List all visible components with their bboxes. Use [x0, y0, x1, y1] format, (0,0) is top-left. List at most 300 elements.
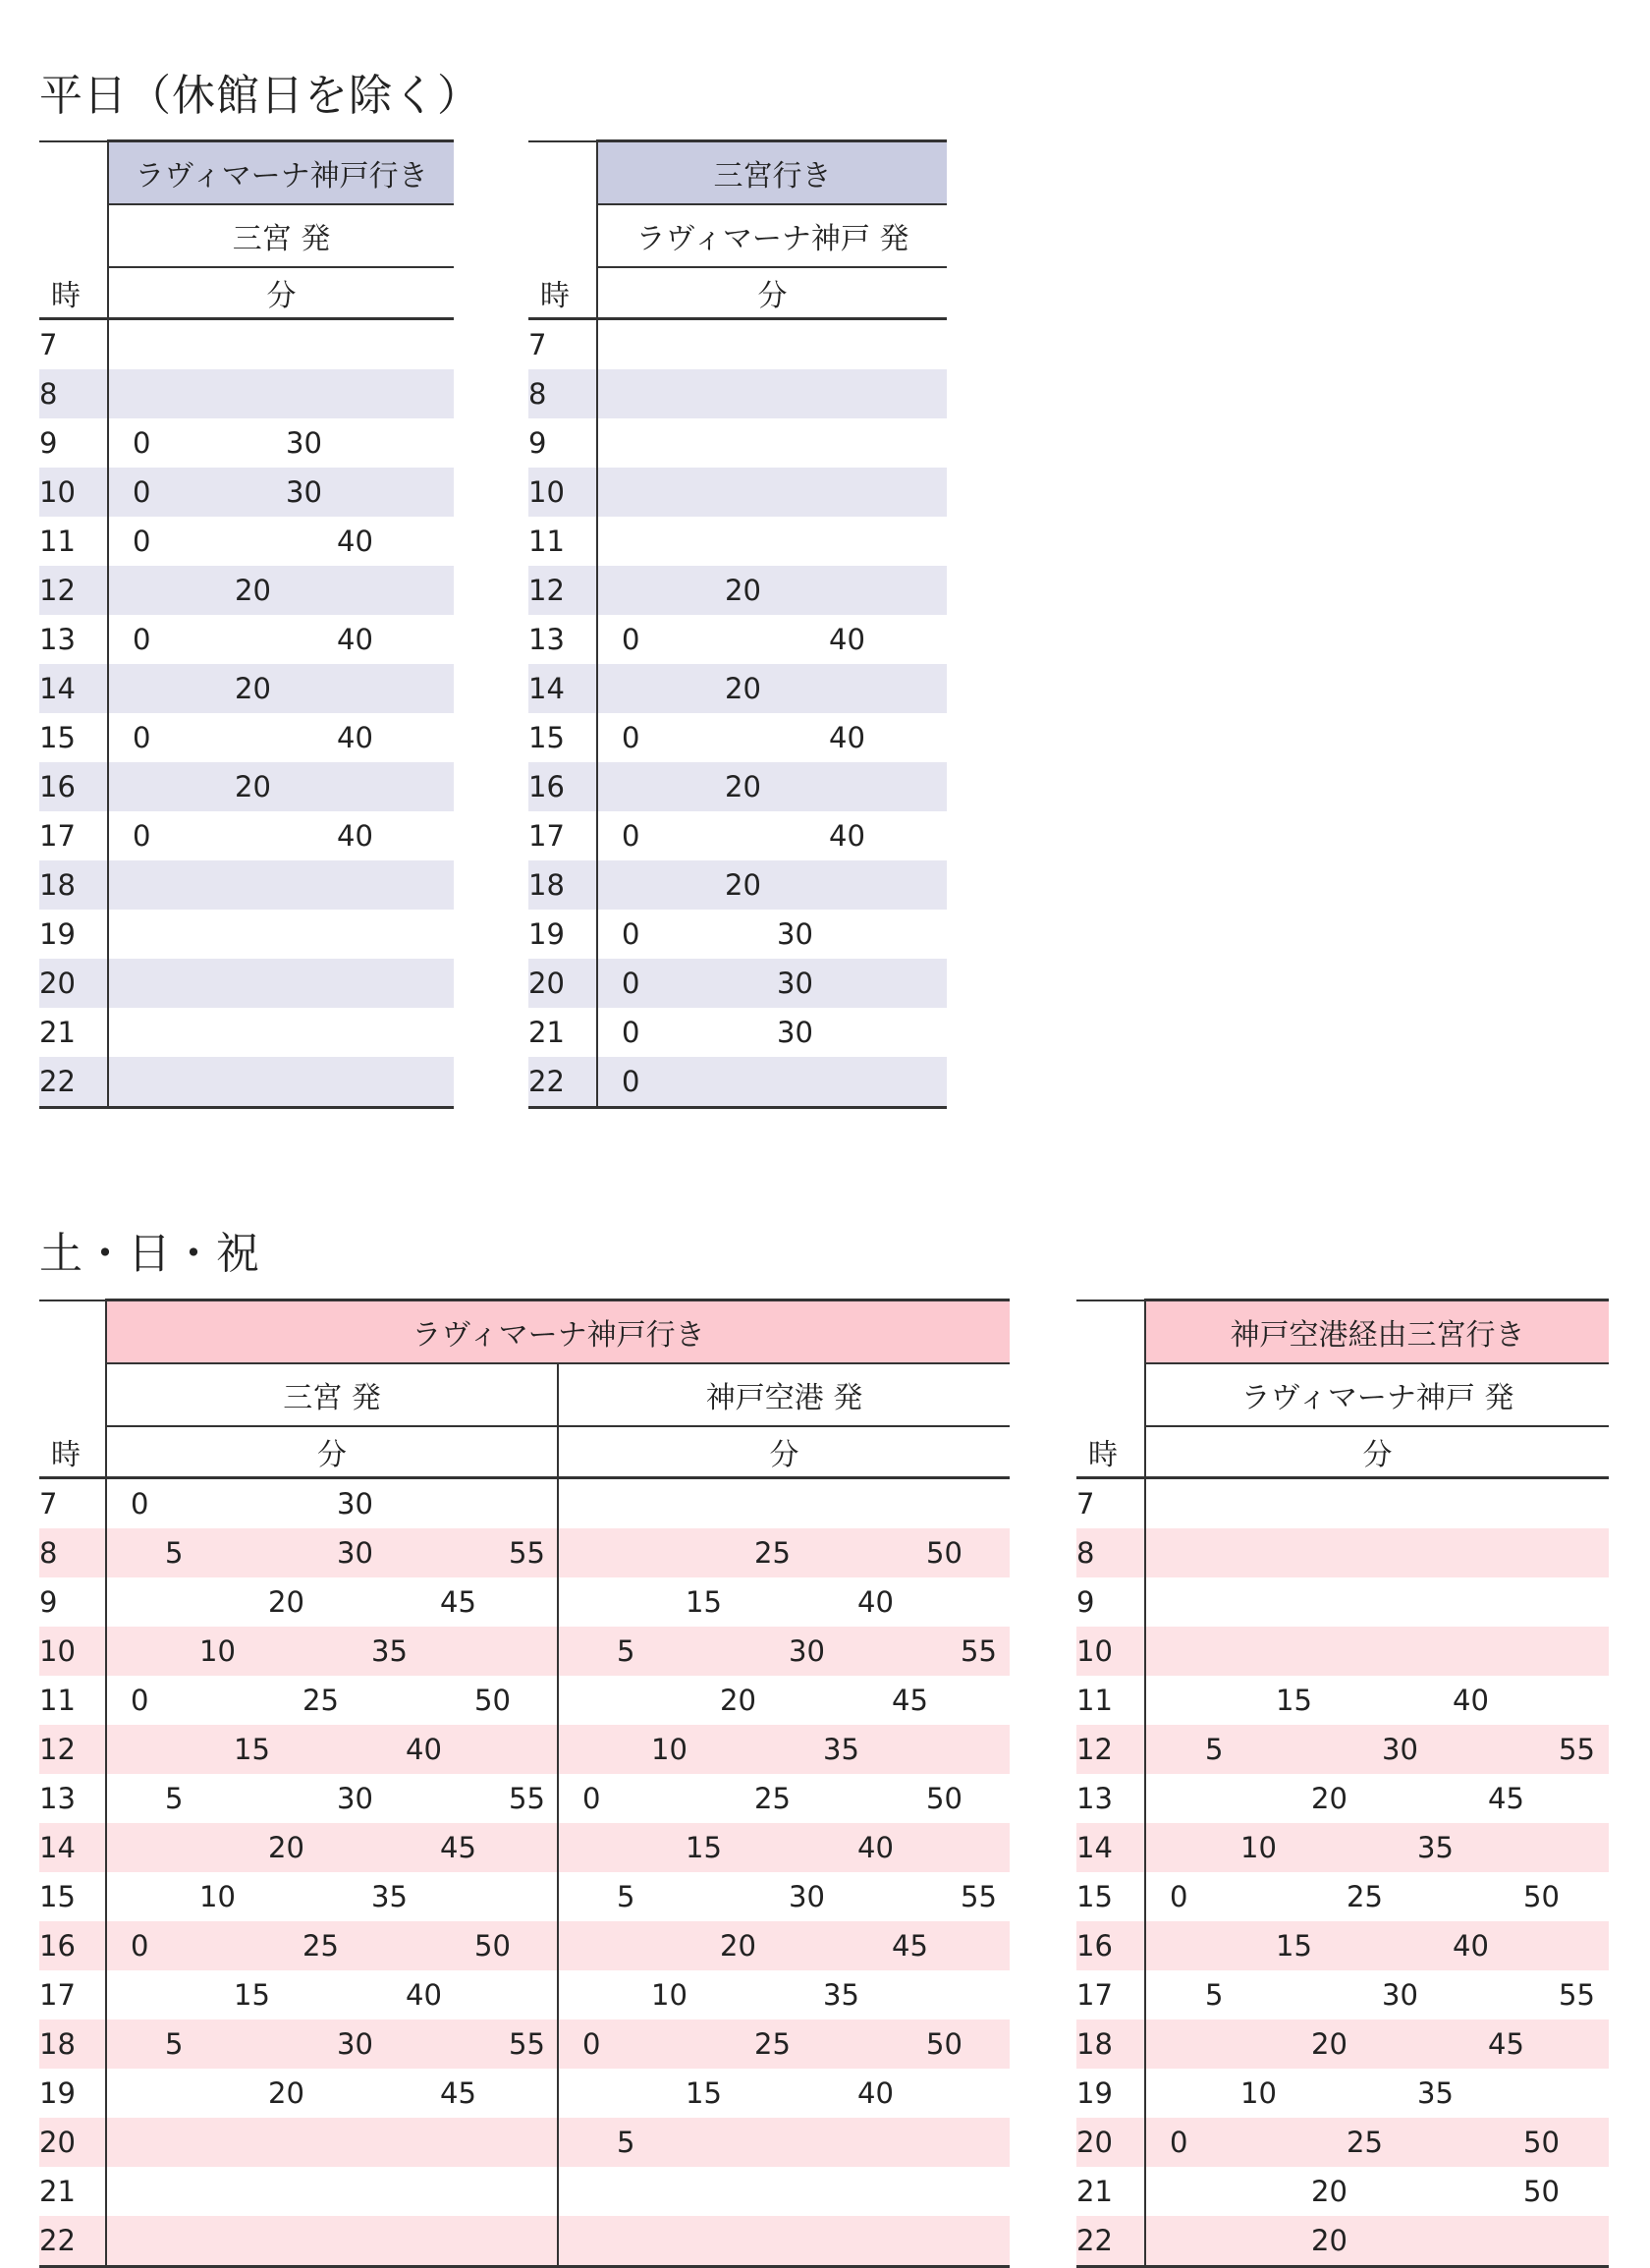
minutes-cell: [108, 566, 454, 615]
departure-minute: 50: [926, 1536, 962, 1570]
minutes-cell: [597, 319, 947, 370]
hour-cell: 17: [39, 819, 76, 853]
hour-cell: 15: [39, 1880, 76, 1913]
hour-cell: 10: [39, 1627, 106, 1676]
timetable-row: [39, 319, 454, 370]
hour-cell: 8: [39, 1528, 106, 1577]
minute-label: 分: [558, 1426, 1010, 1478]
departure-minute: 0: [582, 1782, 601, 1815]
minutes-cell: [1145, 1725, 1609, 1774]
hour-cell: 21: [528, 1016, 565, 1049]
minutes-cell: [1145, 1774, 1609, 1823]
departure-minute: 0: [622, 1065, 640, 1098]
timetable-row: [39, 1528, 1010, 1577]
timetable-row: [528, 959, 947, 1008]
departure-minute: 0: [133, 525, 151, 558]
departure-minute: 30: [789, 1634, 825, 1668]
minute-label: 分: [106, 1426, 558, 1478]
minutes-cell: [558, 1577, 1010, 1627]
minutes-cell: [558, 1627, 1010, 1676]
minutes-cell: [106, 1478, 558, 1529]
departure-minute: 35: [371, 1880, 408, 1913]
departure-minute: 25: [754, 1536, 791, 1570]
timetable-row: [39, 2019, 1010, 2069]
departure-minute: 10: [651, 1978, 688, 2012]
minutes-cell: [106, 2167, 558, 2216]
departure-minute: 0: [133, 426, 151, 460]
timetable-row: [1076, 1823, 1609, 1872]
departure-minute: 20: [268, 1585, 304, 1619]
hour-cell: 17: [528, 819, 565, 853]
timetable-row: [528, 369, 947, 418]
departure-minute: 0: [622, 819, 640, 853]
minutes-cell: [597, 517, 947, 566]
minutes-cell: [106, 1823, 558, 1872]
departure-minute: 25: [754, 2027, 791, 2061]
minutes-cell: [108, 1008, 454, 1057]
timetable-row: [39, 1676, 1010, 1725]
minutes-cell: [1145, 1970, 1609, 2019]
departure-minute: 45: [440, 2076, 476, 2110]
timetable-row: [39, 468, 454, 517]
minutes-cell: [108, 664, 454, 713]
departure-minute: 20: [720, 1684, 756, 1717]
header-spacer: [39, 204, 108, 267]
departure-minute: 40: [406, 1733, 442, 1766]
departure-minute: 40: [829, 721, 865, 754]
departure-minute: 25: [302, 1684, 339, 1717]
hour-cell: 8: [39, 369, 108, 418]
timetable-row: [1076, 1774, 1609, 1823]
departure-minute: 20: [1311, 2027, 1348, 2061]
hour-cell: 14: [1076, 1823, 1145, 1872]
minutes-cell: [558, 1970, 1010, 2019]
minutes-cell: [106, 1528, 558, 1577]
header-spacer: [528, 204, 597, 267]
hour-cell: 12: [39, 566, 108, 615]
hour-cell: 16: [528, 762, 597, 811]
origin-header: 三宮 発: [106, 1363, 558, 1426]
departure-minute: 50: [1523, 1880, 1560, 1913]
departure-minute: 50: [926, 1782, 962, 1815]
hour-cell: 18: [39, 860, 108, 910]
timetable-row: [39, 418, 454, 468]
hour-cell: 14: [528, 664, 597, 713]
timetable-row: [39, 2167, 1010, 2216]
hour-cell: 22: [1076, 2216, 1145, 2267]
departure-minute: 55: [1559, 1733, 1595, 1766]
minutes-cell: [106, 2069, 558, 2118]
departure-minute: 0: [133, 475, 151, 509]
departure-minute: 30: [286, 475, 322, 509]
departure-minute: 30: [777, 917, 813, 951]
timetable-row: [528, 1008, 947, 1057]
minutes-cell: [597, 566, 947, 615]
minutes-cell: [597, 762, 947, 811]
departure-minute: 15: [686, 2076, 722, 2110]
hour-cell: 16: [39, 762, 108, 811]
departure-minute: 30: [337, 1536, 373, 1570]
hour-cell: 21: [39, 1016, 76, 1049]
departure-minute: 5: [165, 1782, 184, 1815]
timetable-row: [39, 1008, 454, 1057]
hour-cell: 16: [39, 1921, 106, 1970]
departure-minute: 20: [268, 1831, 304, 1864]
departure-minute: 55: [1559, 1978, 1595, 2012]
departure-minute: 30: [777, 967, 813, 1000]
hour-cell: 15: [528, 721, 565, 754]
timetable-row: [528, 811, 947, 860]
minutes-cell: [597, 713, 947, 762]
minutes-cell: [597, 615, 947, 664]
hour-cell: 10: [1076, 1627, 1145, 1676]
departure-minute: 45: [892, 1929, 928, 1963]
hour-cell: 10: [528, 468, 597, 517]
departure-minute: 45: [440, 1831, 476, 1864]
departure-minute: 15: [686, 1831, 722, 1864]
minutes-cell: [597, 910, 947, 959]
hour-cell: 15: [39, 721, 76, 754]
timetable-row: [1076, 2069, 1609, 2118]
minute-label: 分: [1145, 1426, 1609, 1478]
minutes-cell: [106, 1725, 558, 1774]
minutes-cell: [597, 664, 947, 713]
minutes-cell: [108, 418, 454, 468]
departure-minute: 30: [1382, 1978, 1418, 2012]
timetable-row: [528, 713, 947, 762]
origin-header: 神戸空港 発: [558, 1363, 1010, 1426]
hour-cell: 7: [39, 328, 58, 361]
departure-minute: 5: [165, 1536, 184, 1570]
minutes-cell: [1145, 1478, 1609, 1529]
departure-minute: 40: [337, 623, 373, 656]
hour-cell: 20: [39, 2118, 106, 2167]
minutes-cell: [558, 2118, 1010, 2167]
departure-minute: 5: [1205, 1733, 1224, 1766]
departure-minute: 40: [829, 623, 865, 656]
hour-cell: 22: [39, 2216, 106, 2267]
hour-cell: 22: [528, 1057, 597, 1108]
hour-label: 時: [39, 267, 108, 319]
origin-header: 三宮 発: [108, 204, 454, 267]
hour-label: 時: [528, 267, 597, 319]
timetable-row: [39, 762, 454, 811]
minutes-cell: [1145, 1823, 1609, 1872]
minutes-cell: [597, 1057, 947, 1108]
weekday-timetable-1: [39, 139, 454, 1109]
departure-minute: 15: [234, 1978, 270, 2012]
minutes-cell: [558, 1823, 1010, 1872]
minutes-cell: [106, 1676, 558, 1725]
destination-header: 三宮行き: [597, 141, 947, 205]
hour-cell: 13: [39, 1782, 76, 1815]
departure-minute: 50: [1523, 2175, 1560, 2208]
departure-minute: 40: [1453, 1684, 1489, 1717]
hour-cell: 20: [528, 959, 597, 1008]
departure-minute: 35: [1417, 1831, 1454, 1864]
departure-minute: 45: [1488, 2027, 1524, 2061]
minutes-cell: [1145, 2167, 1609, 2216]
departure-minute: 30: [286, 426, 322, 460]
departure-minute: 40: [857, 1585, 894, 1619]
timetable-row: [39, 517, 454, 566]
timetable-row: [39, 2216, 1010, 2267]
hour-label: 時: [39, 1426, 106, 1478]
minutes-cell: [108, 762, 454, 811]
departure-minute: 10: [1240, 1831, 1277, 1864]
minutes-cell: [1145, 1528, 1609, 1577]
minutes-cell: [106, 1921, 558, 1970]
hour-cell: 16: [1076, 1921, 1145, 1970]
departure-minute: 35: [823, 1733, 859, 1766]
departure-minute: 50: [474, 1684, 511, 1717]
departure-minute: 30: [337, 1782, 373, 1815]
minutes-cell: [106, 1627, 558, 1676]
hour-cell: 12: [528, 566, 597, 615]
departure-minute: 20: [725, 868, 761, 902]
minute-label: 分: [597, 267, 947, 319]
minutes-cell: [558, 1478, 1010, 1529]
departure-minute: 40: [857, 2076, 894, 2110]
timetable-row: [1076, 2216, 1609, 2267]
hour-cell: 7: [528, 328, 547, 361]
timetable-row: [1076, 1528, 1609, 1577]
departure-minute: 50: [474, 1929, 511, 1963]
timetable-row: [1076, 1627, 1609, 1676]
departure-minute: 10: [651, 1733, 688, 1766]
timetable-row: [1076, 1725, 1609, 1774]
departure-minute: 20: [725, 574, 761, 607]
departure-minute: 0: [622, 917, 640, 951]
minutes-cell: [108, 860, 454, 910]
hour-cell: 15: [1076, 1880, 1113, 1913]
hour-cell: 9: [39, 426, 58, 460]
hour-cell: 14: [39, 664, 108, 713]
header-corner: [528, 141, 597, 205]
timetable-row: [528, 664, 947, 713]
minutes-cell: [1145, 1872, 1609, 1921]
minutes-cell: [108, 910, 454, 959]
hour-cell: 18: [528, 860, 597, 910]
timetable-row: [528, 566, 947, 615]
departure-minute: 20: [725, 770, 761, 803]
departure-minute: 30: [777, 1016, 813, 1049]
hour-cell: 13: [1076, 1782, 1113, 1815]
departure-minute: 55: [509, 1782, 545, 1815]
header-corner: [1076, 1300, 1145, 1364]
departure-minute: 30: [337, 1487, 373, 1521]
minutes-cell: [1145, 1577, 1609, 1627]
departure-minute: 35: [371, 1634, 408, 1668]
timetable-row: [528, 615, 947, 664]
timetable-row: [39, 1725, 1010, 1774]
hour-cell: 19: [1076, 2076, 1113, 2110]
minute-label: 分: [108, 267, 454, 319]
origin-header: ラヴィマーナ神戸 発: [1145, 1363, 1609, 1426]
timetable-row: [528, 418, 947, 468]
hour-cell: 9: [1076, 1585, 1095, 1619]
timetable-row: [528, 517, 947, 566]
departure-minute: 30: [1382, 1733, 1418, 1766]
minutes-cell: [597, 811, 947, 860]
hour-cell: 12: [1076, 1725, 1145, 1774]
destination-header: 神戸空港経由三宮行き: [1145, 1300, 1609, 1364]
departure-minute: 5: [617, 1634, 635, 1668]
departure-minute: 5: [617, 2126, 635, 2159]
departure-minute: 40: [1453, 1929, 1489, 1963]
header-spacer: [1076, 1363, 1145, 1426]
departure-minute: 45: [440, 1585, 476, 1619]
departure-minute: 20: [1311, 2224, 1348, 2257]
minutes-cell: [106, 1774, 558, 1823]
departure-minute: 40: [337, 721, 373, 754]
timetable-row: [39, 860, 454, 910]
hour-cell: 9: [39, 1585, 58, 1619]
timetable-row: [1076, 2118, 1609, 2167]
timetable-row: [39, 910, 454, 959]
departure-minute: 20: [268, 2076, 304, 2110]
departure-minute: 25: [754, 1782, 791, 1815]
departure-minute: 10: [199, 1880, 236, 1913]
hour-cell: 21: [1076, 2175, 1113, 2208]
timetable-row: [39, 1627, 1010, 1676]
timetable-row: [39, 1774, 1010, 1823]
minutes-cell: [558, 1774, 1010, 1823]
hour-cell: 18: [1076, 2019, 1145, 2069]
timetable-row: [528, 468, 947, 517]
minutes-cell: [1145, 2069, 1609, 2118]
departure-minute: 55: [509, 1536, 545, 1570]
departure-minute: 0: [622, 1016, 640, 1049]
header-spacer: [39, 1363, 106, 1426]
hour-cell: 11: [39, 525, 76, 558]
timetable-row: [528, 860, 947, 910]
minutes-cell: [558, 1921, 1010, 1970]
minutes-cell: [558, 2167, 1010, 2216]
minutes-cell: [108, 517, 454, 566]
origin-header: ラヴィマーナ神戸 発: [597, 204, 947, 267]
weekend-timetable-2: [1076, 1299, 1609, 2268]
departure-minute: 0: [1170, 2126, 1188, 2159]
minutes-cell: [1145, 1627, 1609, 1676]
departure-minute: 55: [961, 1634, 997, 1668]
timetable-row: [39, 1970, 1010, 2019]
timetable-row: [39, 566, 454, 615]
timetable-row: [1076, 1478, 1609, 1529]
timetable-row: [39, 811, 454, 860]
minutes-cell: [108, 468, 454, 517]
minutes-cell: [558, 1676, 1010, 1725]
header-corner: [39, 141, 108, 205]
minutes-cell: [108, 369, 454, 418]
hour-cell: 12: [39, 1725, 106, 1774]
weekend-timetable-1: [39, 1299, 1010, 2268]
minutes-cell: [106, 1577, 558, 1627]
hour-cell: 11: [39, 1684, 76, 1717]
hour-cell: 17: [39, 1978, 76, 2012]
departure-minute: 5: [165, 2027, 184, 2061]
hour-cell: 7: [39, 1487, 58, 1521]
minutes-cell: [597, 468, 947, 517]
hour-cell: 22: [39, 1057, 108, 1108]
departure-minute: 50: [926, 2027, 962, 2061]
timetable-row: [39, 369, 454, 418]
timetable-row: [1076, 1676, 1609, 1725]
departure-minute: 20: [720, 1929, 756, 1963]
departure-minute: 40: [406, 1978, 442, 2012]
timetable-row: [1076, 1577, 1609, 1627]
timetable-row: [528, 319, 947, 370]
hour-cell: 11: [1076, 1684, 1113, 1717]
timetable-row: [528, 910, 947, 959]
minutes-cell: [558, 1528, 1010, 1577]
minutes-cell: [1145, 2216, 1609, 2267]
departure-minute: 0: [133, 819, 151, 853]
minutes-cell: [108, 615, 454, 664]
departure-minute: 40: [857, 1831, 894, 1864]
departure-minute: 25: [302, 1929, 339, 1963]
minutes-cell: [108, 1057, 454, 1108]
minutes-cell: [558, 1872, 1010, 1921]
departure-minute: 0: [133, 623, 151, 656]
timetable-row: [39, 1577, 1010, 1627]
departure-minute: 20: [1311, 1782, 1348, 1815]
timetable-row: [39, 2118, 1010, 2167]
timetable-row: [39, 1921, 1010, 1970]
hour-cell: 17: [1076, 1978, 1113, 2012]
departure-minute: 40: [829, 819, 865, 853]
departure-minute: 0: [582, 2027, 601, 2061]
departure-minute: 25: [1347, 2126, 1383, 2159]
timetable-row: [1076, 1921, 1609, 1970]
weekday-section-title: 平日（休館日を除く）: [39, 71, 481, 121]
minutes-cell: [106, 1970, 558, 2019]
departure-minute: 55: [509, 2027, 545, 2061]
departure-minute: 40: [337, 819, 373, 853]
departure-minute: 0: [131, 1929, 149, 1963]
departure-minute: 0: [622, 967, 640, 1000]
weekend-section-title: 土・日・祝: [39, 1229, 260, 1279]
timetable-row: [528, 762, 947, 811]
hour-cell: 8: [528, 369, 597, 418]
minutes-cell: [108, 811, 454, 860]
hour-cell: 19: [39, 2076, 76, 2110]
timetable-row: [39, 664, 454, 713]
departure-minute: 0: [131, 1487, 149, 1521]
minutes-cell: [1145, 2118, 1609, 2167]
departure-minute: 15: [1276, 1684, 1312, 1717]
hour-cell: 8: [1076, 1528, 1145, 1577]
timetable-row: [1076, 2167, 1609, 2216]
minutes-cell: [106, 2118, 558, 2167]
destination-header: ラヴィマーナ神戸行き: [108, 141, 454, 205]
header-corner: [39, 1300, 106, 1364]
departure-minute: 45: [1488, 1782, 1524, 1815]
departure-minute: 15: [686, 1585, 722, 1619]
departure-minute: 15: [1276, 1929, 1312, 1963]
hour-cell: 9: [528, 426, 547, 460]
hour-cell: 10: [39, 468, 108, 517]
departure-minute: 10: [199, 1634, 236, 1668]
minutes-cell: [597, 1008, 947, 1057]
departure-minute: 45: [892, 1684, 928, 1717]
hour-cell: 19: [528, 917, 565, 951]
minutes-cell: [106, 2216, 558, 2267]
timetable-row: [528, 1057, 947, 1108]
hour-cell: 20: [1076, 2118, 1145, 2167]
departure-minute: 5: [617, 1880, 635, 1913]
departure-minute: 20: [235, 770, 271, 803]
